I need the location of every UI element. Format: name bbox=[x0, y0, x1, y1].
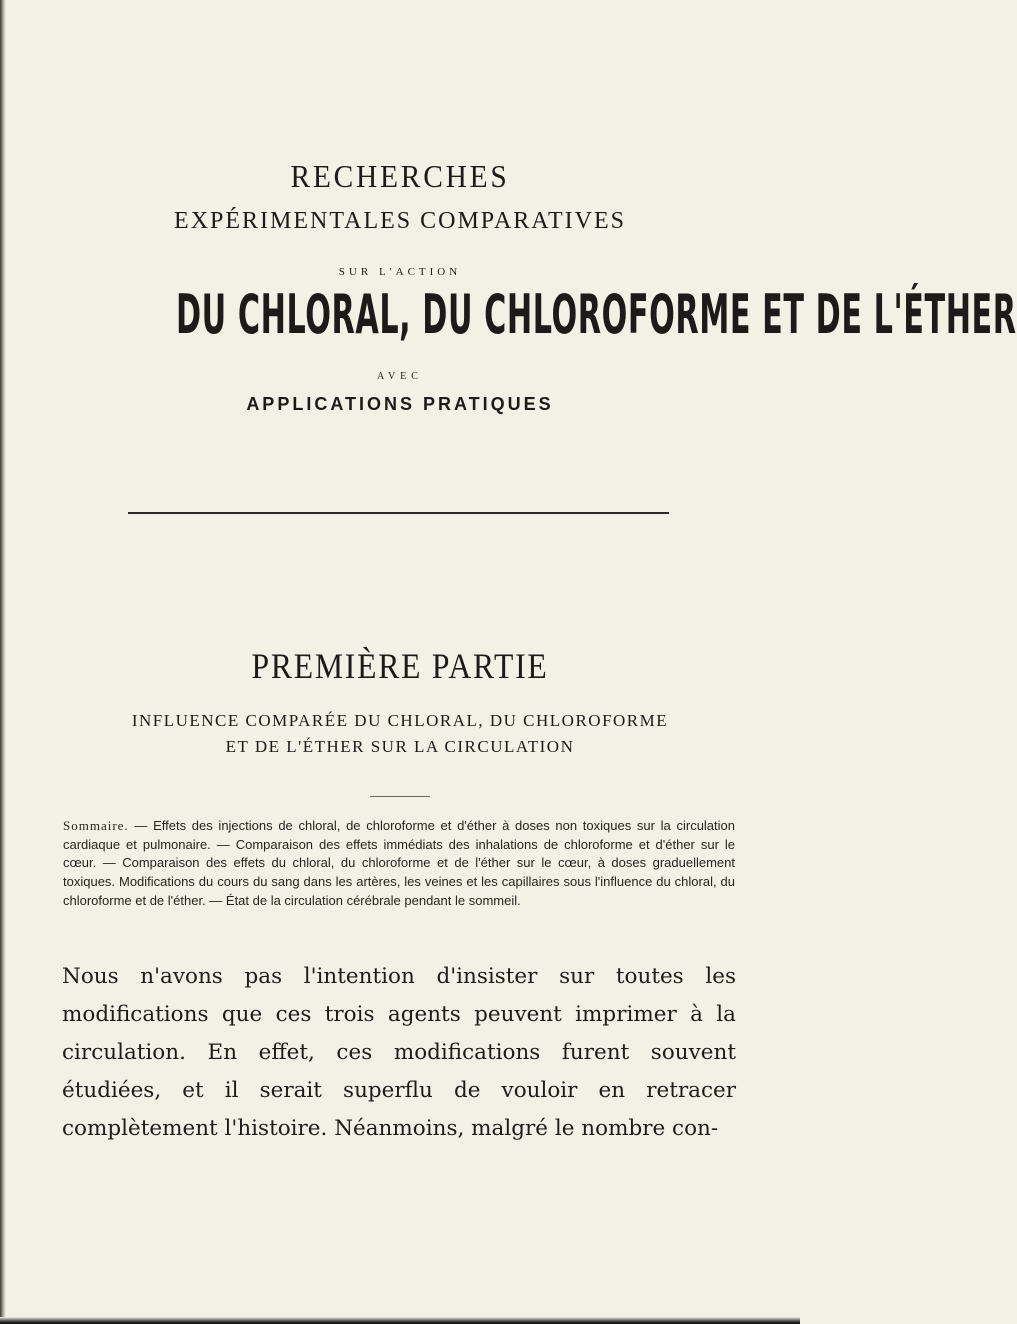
title-connector-sur: SUR L'ACTION bbox=[338, 266, 462, 278]
substances-title: DU CHLORAL, DU CHLOROFORME ET DE L'ÉTHER bbox=[176, 283, 1017, 346]
book-title: RECHERCHES bbox=[290, 158, 510, 194]
part-heading-line-1: INFLUENCE COMPARÉE DU CHLORAL, DU CHLOROFORME bbox=[131, 711, 669, 730]
summary-paragraph bbox=[63, 817, 735, 911]
book-subtitle: EXPÉRIMENTALES COMPARATIVES bbox=[174, 208, 626, 234]
body-paragraph: Nous n'avons pas l'intention d'insister sur toutes les modifications que ces trois agents peuvent imprimer à la circulation. En effet, ces modifications furent souvent étudiées, et il serait superflu de vouloir en retracer complètement l'histoire. Néanmoins, malgré le nombre con- bbox=[62, 964, 736, 1141]
page-binding-edge bbox=[0, 0, 6, 1324]
section-divider bbox=[128, 512, 669, 514]
part-heading-line-2: ET DE L'ÉTHER SUR LA CIRCULATION bbox=[225, 737, 575, 756]
applications-title: APPLICATIONS PRATIQUES bbox=[246, 394, 554, 414]
page-bottom-edge bbox=[0, 1317, 800, 1324]
summary-text: — Effets des injections de chloral, de chloroforme et d'éther à doses non toxiques sur la circulation cardiaque et pulmonaire. — Comparaison des effets immédiats des inhalations de chloroforme et d'éther sur le cœur. — Comparaison des effets du chloral, du chloroforme et de l'éther sur le cœur, à doses graduellement toxiques. Modifications du cours du sang dans les artères, les veines et les capillaires sous l'influence du chloral, du chloroforme et de l'éther. — État de la circulation cérébrale pendant le sommeil. bbox=[63, 818, 735, 908]
part-title: PREMIÈRE PARTIE bbox=[251, 646, 549, 686]
summary-label: Sommaire. bbox=[63, 818, 129, 833]
title-connector-avec: AVEC bbox=[377, 371, 423, 382]
short-divider bbox=[370, 796, 430, 797]
